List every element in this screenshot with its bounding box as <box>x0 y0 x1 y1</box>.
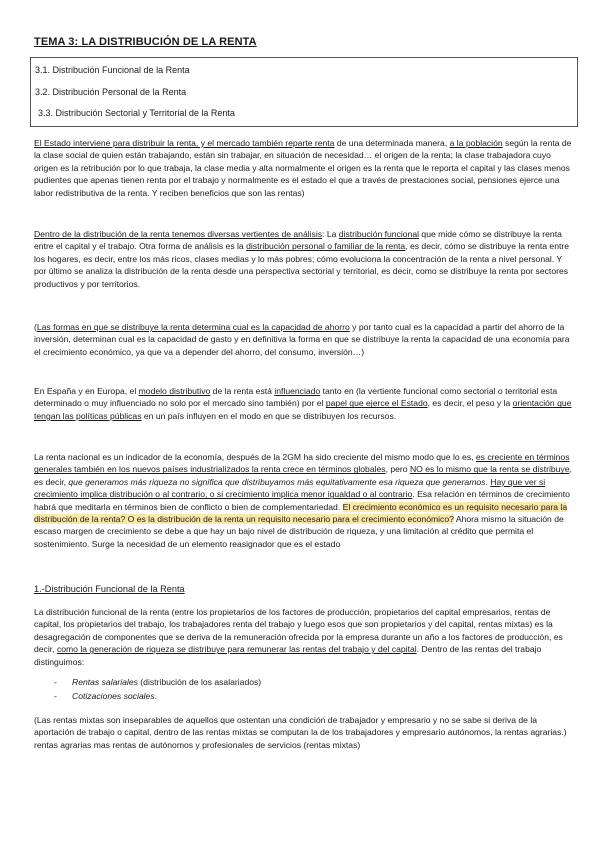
underlined-text: influenciado <box>274 386 321 396</box>
list-item: - Cotizaciones sociales. <box>54 690 554 704</box>
paragraph-mixed-income: (Las rentas mixtas son inseparables de aquellos que ostentan una condición de trabajador y empresario y no se sabe si deriva de la aportación de trabajo o capital, dentro de las rentas mixtas se computan la de los trabajadores y empresario autónomos, la rentas agrarias.) rentas agrarias mas rentas de autónomos y profesionales de servicios (rentas mixtas) <box>34 715 567 750</box>
underlined-text: como la generación de riqueza se distribuye para remunerar las rentas del trabajo y del capital <box>56 644 417 655</box>
underlined-text: papel que ejerce el Estado <box>325 398 428 409</box>
toc-item-3-1[interactable]: 3.1. Distribución Funcional de la Renta <box>35 65 190 75</box>
highlighted-text: El crecimiento económico es un requisito necesario para la distribución de la renta? O es la distribución de la renta un requisito necesario para el crecimiento económico? <box>34 501 568 525</box>
paragraph-analysis-types: Dentro de la distribución de la renta tenemos diversas vertientes de análisis: La distribución funcional que mide cómo se distribuye la renta entre el capital y el trabajo. Otra forma de análisis es la distribución personal o familiar de la renta, es decir, cómo se distribuye la renta entre los hogares, es decir, entre los más ricos, clases medias y lo más pobres; cómo evoluciona la concentración de la renta a nivel personal. Y por último se analiza la distribución de la renta desde una perspectiva sectorial y territorial, es decir, como se distribuye la renta por sectores productivos y por territorios. <box>34 229 570 289</box>
page-title: TEMA 3: LA DISTRIBUCIÓN DE LA RENTA <box>34 36 257 48</box>
list-bullet: - <box>54 690 57 701</box>
toc-item-3-2[interactable]: 3.2. Distribución Personal de la Renta <box>35 86 187 97</box>
underlined-text: El Estado interviene para distribuir la renta, y el mercado también reparte renta <box>34 138 335 148</box>
paragraph-national-income: La renta nacional es un indicador de la economía, después de la 2GM ha sido creciente del mismo modo que lo es, es creciente en términos generales también en los nuevos países industrializados la renta crece en términos globales, pero NO es lo mismo que la renta se distribuye, es decir, que generamos más riqueza no significa que distribuyamos más equitativamente esa riqueza que generamos. Hay que ver si crecimiento implica distribución o al contrario, o si crecimiento implica menor igualdad o al contrario. Esa relación en términos de crecimiento habrá que meditarla en términos bien de conflicto o bien de complementariedad. El crecimiento económico es un requisito necesario para la distribución de la renta? O es la distribución de la renta un requisito necesario para el crecimiento económico? Ahora mismo la situación de escaso margen de crecimiento se debe a que hay un bajo nivel de distribución de riqueza, y una limitación al crédito que permita el sostenimiento. Surge la necesidad de un elemento reasignador que es el estado <box>34 452 572 549</box>
underlined-text: Dentro de la distribución de la renta tenemos diversas vertientes de análisis <box>34 229 323 239</box>
underlined-text: modelo distributivo <box>138 386 211 396</box>
underlined-text: distribución funcional <box>338 229 420 239</box>
underlined-text: Hay que ver si crecimiento implica distribución o al contrario, o si crecimiento implica menor igualdad o al contrario <box>34 476 546 500</box>
underlined-text: a la población <box>449 138 503 148</box>
italic-text: que generamos más riqueza no significa que distribuyamos más equitativamente esa riqueza que generamos <box>68 476 486 487</box>
underlined-text: es creciente en términos generales también en los nuevos países industrializados la renta crece en términos globales <box>34 452 570 475</box>
paragraph-functional-distribution: La distribución funcional de la renta (entre los propietarios de los factores de producción, propietarios del capital empresarios, rentas de capital, los propietarios del trabajo, los trabajadores renta del trabajo y luego esos que son propietarios y del capital, rentas mixtas) es la desagregación de componentes que se deriva de la remuneración ofrecida por la empresa durante un año a los factores de producción, es decir, como la generación de riqueza se distribuye para remunerar las rentas del trabajo y del capital. Dentro de las rentas del trabajo distinguimos: <box>34 607 563 667</box>
list-item: - Rentas salariales (distribución de los asalariados) <box>54 676 554 690</box>
list-bullet: - <box>54 677 57 687</box>
underlined-text: NO es lo mismo que la renta se distribuye <box>409 464 570 475</box>
underlined-text: Las formas en que se distribuye la renta determina cual es la capacidad de ahorro <box>36 322 350 332</box>
paragraph-intro: El Estado interviene para distribuir la renta, y el mercado también reparte renta de una determinada manera, a la población según la renta de la clase social de quien están trabajando, están sin trabajar, en situación de necesidad… el origen de la renta; la clase trabajadora cuyo origen es la retribución por lo que trabaja, la clase media y alta normalmente el origen es la renta que le reporta el capital y las clases menos pudientes que apenas tienen renta por el trabajo y normalmente es el estado el que a través de prestaciones social, pensiones ejerce una labor redistributiva de la renta. Y reciben beneficios que son las rentas) <box>34 138 572 198</box>
table-of-contents <box>30 57 578 127</box>
toc-item-3-3[interactable]: 3.3. Distribución Sectorial y Territorial de la Renta <box>38 108 235 118</box>
labor-income-list <box>54 676 554 703</box>
underlined-text: distribución personal o familiar de la renta <box>246 241 406 252</box>
underlined-text: orientación que tengan las políticas públicas <box>34 398 572 421</box>
section-title-distribucion-funcional: 1.-Distribución Funcional de la Renta <box>34 584 185 594</box>
paragraph-spain-europe: En España y en Europa, el modelo distributivo de la renta está influenciado tanto en (la vertiente funcional como sectorial o territorial esta determinado o muy influenciado no solo por el mercado sino también) por el papel que ejerce el Estado, es decir, el peso y la orientación que tengan las políticas públicas en un país influyen en el modo en que se distribuyen los recursos. <box>34 386 572 421</box>
paragraph-savings: (Las formas en que se distribuye la renta determina cual es la capacidad de ahorro y por tanto cual es la capacidad a partir del ahorro de la inversión, determinan cual es la capacidad de gasto y en definitiva la forma en que se distribuye la renta la capacidad de una economía para el crecimiento económico, ya que va a depender del ahorro, del consumo, inversión…) <box>34 322 570 357</box>
